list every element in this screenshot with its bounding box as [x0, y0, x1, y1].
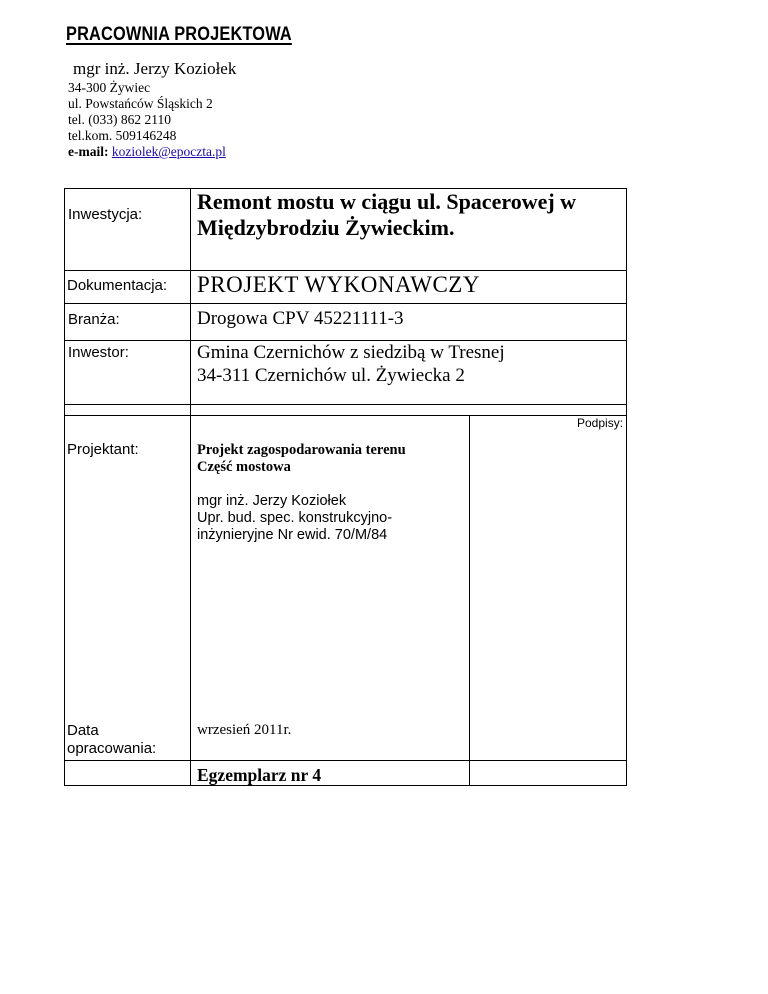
signature-column-divider — [469, 415, 470, 785]
row-divider — [64, 303, 627, 304]
table-right-border — [626, 188, 627, 785]
header-phone: tel. (033) 862 2110 — [68, 112, 171, 127]
investor-line2: 34-311 Czernichów ul. Żywiecka 2 — [197, 365, 465, 386]
project-line1: Projekt zagospodarowania terenu — [197, 442, 406, 458]
email-label: e-mail: — [68, 144, 109, 159]
investor-label: Inwestor: — [68, 344, 129, 361]
date-value: wrzesień 2011r. — [197, 722, 292, 738]
firm-name: PRACOWNIA PROJEKTOWA — [66, 24, 292, 45]
header-engineer: mgr inż. Jerzy Koziołek — [73, 59, 237, 78]
table-bottom-border — [64, 785, 627, 786]
row-divider — [64, 340, 627, 341]
row-divider — [64, 760, 627, 761]
documentation-label: Dokumentacja: — [67, 277, 168, 294]
license-line1: Upr. bud. spec. konstrukcyjno- — [197, 510, 393, 526]
header-address-line1: 34-300 Żywiec — [68, 80, 151, 95]
signature-box — [471, 417, 625, 759]
branch-label: Branża: — [68, 311, 120, 328]
branch-value: Drogowa CPV 45221111-3 — [197, 308, 404, 329]
license-line2: inżynieryjne Nr ewid. 70/M/84 — [197, 527, 388, 543]
signatures-label: Podpisy: — [577, 416, 624, 430]
header-email-row — [68, 144, 226, 160]
investment-line2: Międzybrodziu Żywieckim. — [197, 215, 455, 240]
copy-label: Egzemplarz nr 4 — [197, 765, 322, 785]
row-divider — [64, 270, 627, 271]
row-divider — [64, 404, 627, 405]
table-column-divider — [190, 188, 191, 785]
header-address-line2: ul. Powstańców Śląskich 2 — [68, 96, 213, 111]
row-divider — [64, 415, 627, 416]
table-left-border — [64, 188, 65, 785]
designer-name: mgr inż. Jerzy Koziołek — [197, 493, 347, 509]
investor-line1: Gmina Czernichów z siedzibą w Tresnej — [197, 342, 505, 363]
project-line2: Część mostowa — [197, 459, 291, 475]
documentation-value: PROJEKT WYKONAWCZY — [197, 272, 480, 297]
email-link[interactable]: koziolek@epoczta.pl — [111, 144, 226, 159]
investment-label: Inwestycja: — [68, 206, 143, 223]
investment-line1: Remont mostu w ciągu ul. Spacerowej w — [197, 189, 577, 214]
header-mobile: tel.kom. 509146248 — [68, 128, 177, 143]
date-label-line2: opracowania: — [67, 740, 157, 757]
date-label-line1: Data — [67, 722, 99, 739]
designer-label: Projektant: — [67, 441, 139, 458]
